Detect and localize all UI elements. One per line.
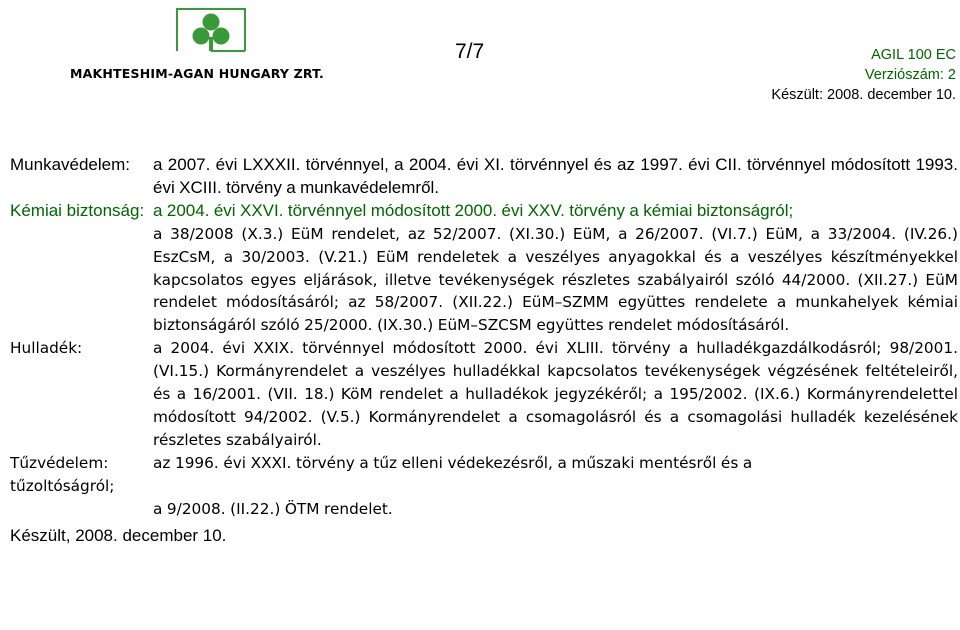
section-kemiai-continuation: [10, 223, 958, 338]
section-hulladek: [10, 337, 958, 452]
section-tuzvedelem: [10, 452, 958, 475]
section-text-first-line: a 2004. évi XXVI. törvénnyel módosított 2000. évi XXV. törvény a kémiai biztonságról;: [153, 200, 794, 220]
section-text-continuation: tűzoltóságról;: [10, 476, 115, 495]
section-tuzvedelem-continuation: [10, 475, 958, 498]
section-label: Kémiai biztonság:: [10, 200, 145, 220]
document-version: Verziószám: 2: [864, 67, 956, 83]
section-text: az 1996. évi XXXI. törvény a tűz elleni védekezésről, a műszaki mentésről és a: [153, 453, 753, 472]
section-tuzvedelem-second: [10, 498, 958, 521]
page-number: 7/7: [455, 40, 485, 63]
section-munkavedelem: [10, 154, 958, 200]
page-header: [0, 0, 960, 115]
regulations-list: [10, 154, 958, 547]
section-text: a 38/2008 (X.3.) EüM rendelet, az 52/2007. (XI.30.) EüM, a 26/2007. (VI.7.) EüM, a 33/2004. (IV.26.) EszCsM, a 30/2003. (V.21.) EüM rendeletek a veszélyes anyagokkal és a veszélyes készítményekkel kapcsolatos egyes eljárások, illetve tevékenységek részletes szabályairól szóló 44/2000. (XII.27.) EüM rendelet módosításáról; az 58/2007. (XII.22.) EüM–SZMM együttes rendelete a munkahelyek kémiai biztonságáról szóló 25/2000. (IX.30.) EüM–SZCSM együttes rendelet módosításáról.: [153, 224, 958, 335]
document-info: [771, 45, 956, 105]
footer-date: Készült, 2008. december 10.: [10, 525, 227, 545]
section-text: a 9/2008. (II.22.) ÖTM rendelet.: [153, 499, 393, 518]
section-label: Hulladék:: [10, 339, 83, 358]
label-spacer: [10, 498, 153, 521]
label-spacer: [10, 223, 153, 338]
section-label: Munkavédelem:: [10, 155, 131, 174]
section-text: a 2007. évi LXXXII. törvénnyel, a 2004. évi XI. törvénnyel és az 1997. évi CII. törvénnyel módosított 1993. évi XCIII. törvény a munkavédelemről.: [153, 155, 958, 197]
company-name: MAKHTESHIM-AGAN HUNGARY ZRT.: [70, 66, 324, 81]
section-text: a 2004. évi XXIX. törvénnyel módosított 2000. évi XLIII. törvény a hulladékgazdálkodásról; 98/2001.(VI.15.) Kormányrendelet a veszélyes hulladékkal kapcsolatos tevékenységek végzésének feltételeiről, és a 16/2001. (VII. 18.) KöM rendelet a hulladékok jegyzékéről; a 195/2002. (IX.6.) Kormányrendelettel módosított 94/2002. (V.5.) Kormányrendelet a csomagolásról és a csomagolási hulladék kezelésének részletes szabályairól.: [153, 339, 958, 449]
document-code: AGIL 100 EC: [871, 47, 956, 63]
document-date: Készült: 2008. december 10.: [771, 87, 956, 103]
section-label: Tűzvédelem:: [10, 453, 109, 472]
shamrock-logo-icon: [175, 7, 247, 53]
section-kemiai-biztonsag: [10, 200, 958, 223]
